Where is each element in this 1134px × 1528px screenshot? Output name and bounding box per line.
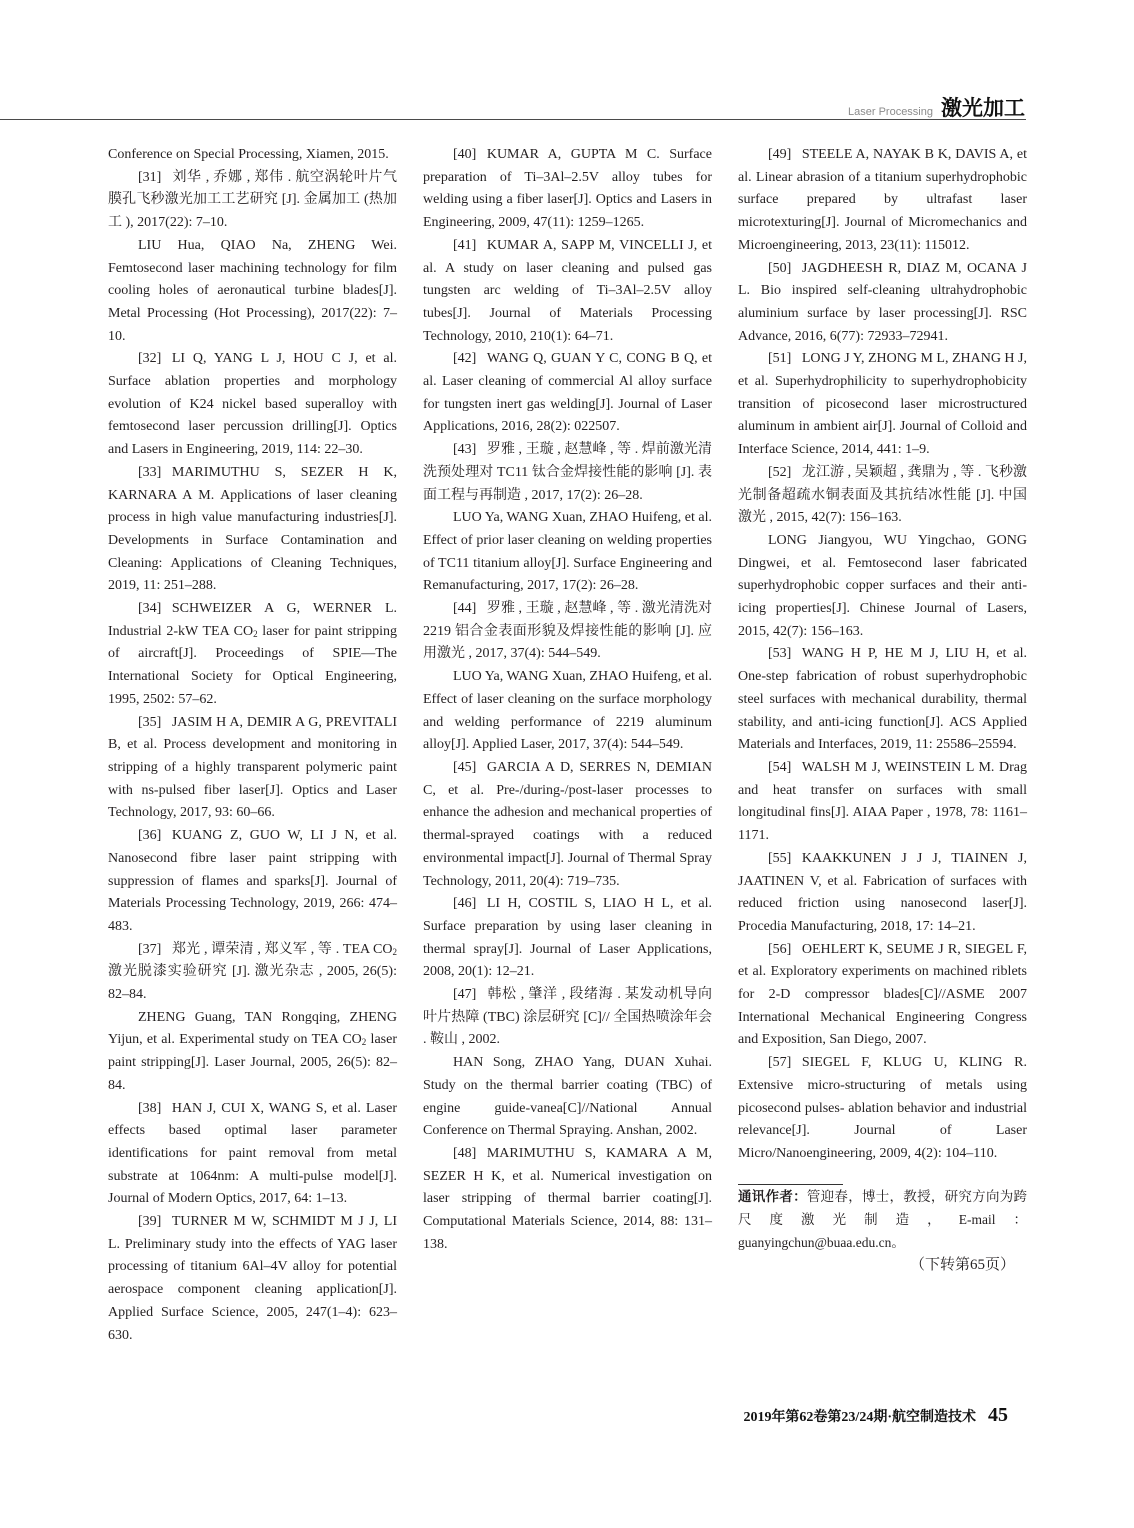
reference-entry — [423, 235, 712, 349]
reference-number: [52] — [768, 464, 792, 480]
reference-text: LIU Hua, QIAO Na, ZHENG Wei. Femtosecond laser machining technology for film cooling holes of aeronautical turbine blades[J]. Metal Processing (Hot Processing), 2017(22): 7–10. — [108, 237, 397, 344]
reference-text: LI Q, YANG L J, HOU C J, et al. Surface ablation properties and morphology evolution of K24 nickel based superalloy with femtosecond laser percussion drilling[J]. Optics and Lasers in Engineering, 2019, 114: 22–30. — [108, 351, 397, 458]
reference-column-3 — [738, 144, 1027, 1276]
reference-number: [46] — [453, 896, 477, 912]
reference-entry — [108, 1098, 397, 1212]
reference-text: HAN Song, ZHAO Yang, DUAN Xuhai. Study on the thermal barrier coating (TBC) of engine guide-vanea[C]//National Annual Conference on Thermal Spraying. Anshan, 2002. — [423, 1055, 712, 1139]
reference-text: 罗雅 , 王璇 , 赵慧峰 , 等 . 焊前激光清洗预处理对 TC11 钛合金焊接性能的影响 [J]. 表面工程与再制造 , 2017, 17(2): 26–28. — [423, 442, 712, 503]
reference-text: SIEGEL F, KLUG U, KLING R. Extensive micro-structuring of metals using picosecond pulses- ablation behavior and industrial relevance[J]. Journal of Laser Micro/Nanoengineering, 2009, 4(2): 104–110. — [738, 1055, 1027, 1161]
reference-entry — [423, 144, 712, 235]
reference-text: LONG J Y, ZHONG M L, ZHANG H J, et al. Superhydrophilicity to superhydrophobicity transition of picosecond laser microstructured aluminum in ambient air[J]. Journal of Colloid and Interface Science, 2014, 441: 1–9. — [738, 351, 1027, 458]
reference-number: [55] — [768, 850, 792, 866]
reference-text: WALSH M J, WEINSTEIN L M. Drag and heat transfer on surfaces with small longitudinal fins[J]. AIAA Paper , 1978, 78: 1161–1171. — [738, 759, 1027, 844]
corresponding-author-label: 通讯作者： — [738, 1188, 807, 1204]
reference-text: laser for paint stripping of aircraft[J]. Proceedings of SPIE—The International Society for Optical Engineering, 1995, 2502: 57–62. — [108, 623, 397, 707]
reference-text: KUMAR A, SAPP M, VINCELLI J, et al. A study on laser cleaning and pulsed gas tungsten arc welding of Ti–3Al–2.5V alloy tubes[J]. Journal of Materials Processing Technology, 2010, 210(1): 64–71. — [423, 237, 712, 344]
reference-entry — [738, 144, 1027, 258]
section-name-english: Laser Processing — [848, 106, 933, 118]
reference-number: [53] — [768, 646, 792, 662]
reference-text: STEELE A, NAYAK B K, DAVIS A, et al. Linear abrasion of a titanium superhydrophobic surface prepared by ultrafast laser microtexturing[J]. Journal of Micromechanics and Microengineering, 2013, 23(11): 115012. — [738, 147, 1027, 253]
reference-entry — [108, 825, 397, 939]
reference-number: [39] — [138, 1214, 162, 1230]
reference-number: [32] — [138, 351, 162, 367]
reference-text: LONG Jiangyou, WU Yingchao, GONG Dingwei, et al. Femtosecond laser fabricated superhydrophobic copper surfaces and their anti-icing properties[J]. Chinese Journal of Lasers, 2015, 42(7): 156–163. — [738, 532, 1027, 639]
reference-entry — [423, 439, 712, 507]
reference-entry — [738, 462, 1027, 530]
reference-entry — [108, 235, 397, 349]
reference-text: KAAKKUNEN J J J, TIAINEN J, JAATINEN V, et al. Fabrication of surfaces with reduced friction using nanosecond laser[J]. Procedia Manufacturing, 2018, 17: 14–21. — [738, 850, 1027, 934]
reference-entry — [423, 984, 712, 1052]
reference-entry — [738, 757, 1027, 848]
reference-list — [108, 167, 397, 1348]
reference-number: [51] — [768, 351, 792, 367]
reference-column-1 — [108, 144, 397, 1347]
reference-text: 激光脱漆实验研究 [J]. 激光杂志 , 2005, 26(5): 82–84. — [108, 964, 397, 1003]
reference-number: [35] — [138, 714, 162, 730]
reference-entry — [738, 939, 1027, 1053]
reference-text: LUO Ya, WANG Xuan, ZHAO Huifeng, et al. Effect of prior laser cleaning on welding properties of TC11 titanium alloy[J]. Surface Engineering and Remanufacturing, 2017, 17(2): 26–28. — [423, 510, 712, 594]
reference-entry — [738, 530, 1027, 644]
reference-text: MARIMUTHU S, KAMARA A M, SEZER H K, et al. Numerical investigation on laser stripping of thermal barrier coating[J]. Computational Materials Science, 2014, 88: 131–138. — [423, 1145, 712, 1252]
corresponding-author-text: 管迎春，博士，教授，研究方向为跨尺度激光制造，E-mail：guanyingchun@buaa.edu.cn。 — [738, 1188, 1027, 1250]
reference-entry — [108, 1211, 397, 1347]
continued-reference-text: Conference on Special Processing, Xiamen, 2015. — [108, 147, 389, 162]
reference-entry — [108, 348, 397, 462]
section-name-chinese: 激光加工 — [941, 96, 1025, 120]
reference-number: [56] — [768, 941, 792, 957]
page-number: 45 — [988, 1404, 1008, 1426]
reference-entry — [423, 1052, 712, 1143]
reference-number: [44] — [453, 601, 477, 617]
subscript: 2 — [392, 946, 397, 957]
reference-entry — [423, 507, 712, 598]
reference-entry — [423, 666, 712, 757]
reference-entry — [108, 939, 397, 1007]
reference-number: [49] — [768, 147, 792, 162]
reference-column-2 — [423, 144, 712, 1256]
reference-entry — [108, 598, 397, 712]
reference-entry — [108, 462, 397, 598]
reference-text: GARCIA A D, SERRES N, DEMIAN C, et al. Pre-/during-/post-laser processes to enhance the adhesion and mechanical properties of thermal-sprayed coatings with a reduced environmental impact[J]. Journal of Thermal Spray Technology, 2011, 20(4): 719–735. — [423, 759, 712, 889]
subscript: 2 — [253, 628, 258, 639]
reference-entry — [108, 1007, 397, 1098]
reference-number: [38] — [138, 1100, 162, 1116]
running-header — [848, 92, 1025, 122]
subscript: 2 — [361, 1037, 367, 1048]
reference-entry — [738, 258, 1027, 349]
reference-text: HAN J, CUI X, WANG S, et al. Laser effects based optimal laser parameter identifications for paint removal from metal substrate at 1064nm: A multi-pulse model[J]. Journal of Modern Optics, 2017, 64: 1–13. — [108, 1100, 397, 1207]
reference-number: [33] — [138, 464, 162, 480]
reference-number: [41] — [453, 237, 477, 253]
reference-text: 罗雅 , 王璇 , 赵慧峰 , 等 . 激光清洗对 2219 铝合金表面形貌及焊接性能的影响 [J]. 应用激光 , 2017, 37(4): 544–549. — [423, 601, 712, 662]
reference-text: 刘华 , 乔娜 , 郑伟 . 航空涡轮叶片气膜孔飞秒激光加工工艺研究 [J]. 金属加工 (热加工 ), 2017(22): 7–10. — [108, 169, 397, 231]
reference-number: [57] — [768, 1055, 792, 1071]
reference-text: JASIM H A, DEMIR A G, PREVITALI B, et al. Process development and monitoring in stripping of a highly transparent polymeric paint with ns-pulsed fiber laser[J]. Optics and Laser Technology, 2017, 93: 60–66. — [108, 714, 397, 821]
reference-entry — [738, 348, 1027, 462]
reference-text: JAGDHEESH R, DIAZ M, OCANA J L. Bio inspired self-cleaning ultrahydrophobic aluminium surface by laser processing[J]. RSC Advance, 2016, 6(77): 72933–72941. — [738, 260, 1027, 344]
reference-number: [45] — [453, 759, 477, 775]
reference-number: [36] — [138, 828, 162, 844]
reference-text: MARIMUTHU S, SEZER H K, KARNARA A M. Applications of laser cleaning process in high value manufacturing industries[J]. Developments in Surface Contamination and Cleaning: Applications of Cleaning Techniques, 2019, 11: 251–288. — [108, 464, 397, 594]
reference-number: [34] — [138, 601, 162, 617]
reference-text: SCHWEIZER A G, WERNER L. Industrial 2-kW TEA CO — [108, 601, 397, 639]
reference-entry — [108, 712, 397, 826]
reference-entry — [108, 167, 397, 235]
reference-number: [50] — [768, 260, 792, 276]
reference-entry — [423, 757, 712, 893]
reference-text: 韩松 , 肇洋 , 段绪海 . 某发动机导向叶片热障 (TBC) 涂层研究 [C]// 全国热喷涂年会 . 鞍山 , 2002. — [423, 987, 712, 1048]
reference-number: [31] — [138, 169, 162, 185]
corresponding-author-note — [738, 1185, 1027, 1254]
reference-text: WANG H P, HE M J, LIU H, et al. One-step fabrication of robust superhydrophobic steel surfaces with mechanical durability, thermal stability, and anti-icing function[J]. ACS Applied Materials and Interfaces, 2019, 11: 25586–25594. — [738, 646, 1027, 753]
reference-number: [42] — [453, 351, 477, 367]
journal-issue-info: 2019年第62卷第23/24期·航空制造技术 — [743, 1410, 976, 1425]
reference-number: [43] — [453, 442, 477, 458]
page-footer — [743, 1404, 1008, 1427]
reference-text: laser paint stripping[J]. Laser Journal, 2005, 26(5): 82–84. — [108, 1032, 397, 1093]
header-rule — [0, 119, 1026, 120]
reference-text: OEHLERT K, SEUME J R, SIEGEL F, et al. Exploratory experiments on machined riblets for 2-D compressor blades[C]//ASME 2007 International Mechanical Engineering Congress and Exposition, San Diego, 2007. — [738, 941, 1027, 1048]
reference-text: 龙江游 , 吴颖超 , 龚鼎为 , 等 . 飞秒激光制备超疏水铜表面及其抗结冰性能 [J]. 中国激光 , 2015, 42(7): 156–163. — [738, 464, 1027, 526]
reference-text: KUMAR A, GUPTA M C. Surface preparation of Ti–3Al–2.5V alloy tubes for welding using a fiber laser[J]. Optics and Lasers in Engineering, 2009, 47(11): 1259–1265. — [423, 147, 712, 231]
reference-text: ZHENG Guang, TAN Rongqing, ZHENG Yijun, et al. Experimental study on TEA CO — [108, 1009, 397, 1048]
reference-number: [54] — [768, 759, 792, 775]
reference-text: LUO Ya, WANG Xuan, ZHAO Huifeng, et al. Effect of laser cleaning on the surface morphology and welding performance of 2219 aluminum alloy[J]. Applied Laser, 2017, 37(4): 544–549. — [423, 669, 712, 753]
reference-text: LI H, COSTIL S, LIAO H L, et al. Surface preparation by using laser cleaning in thermal spray[J]. Journal of Laser Applications, 2008, 20(1): 12–21. — [423, 896, 712, 980]
reference-entry — [423, 893, 712, 984]
reference-entry — [423, 348, 712, 439]
reference-number: [47] — [453, 987, 477, 1003]
continued-on-page-note: （下转第65页） — [909, 1256, 1015, 1273]
reference-text: TURNER M W, SCHMIDT M J J, LI L. Preliminary study into the effects of YAG laser processing of titanium 6Al–4V alloy for potential aerospace component cleaning application[J]. Applied Surface Science, 2005, 247(1–4): 623–630. — [108, 1214, 397, 1343]
reference-entry — [738, 848, 1027, 939]
reference-number: [40] — [453, 147, 477, 162]
reference-entry — [423, 1143, 712, 1257]
reference-entry — [738, 1052, 1027, 1166]
reference-text: WANG Q, GUAN Y C, CONG B Q, et al. Laser cleaning of commercial Al alloy surface for tungsten inert gas welding[J]. Journal of Laser Applications, 2016, 28(2): 022507. — [423, 351, 712, 435]
reference-list — [423, 144, 712, 1256]
reference-number: [37] — [138, 941, 162, 957]
reference-entry — [423, 598, 712, 666]
reference-text: KUANG Z, GUO W, LI J N, et al. Nanosecond fibre laser paint stripping with suppression of flames and sparks[J]. Journal of Materials Processing Technology, 2019, 266: 474–483. — [108, 828, 397, 934]
reference-number: [48] — [453, 1145, 477, 1161]
reference-entry — [738, 643, 1027, 757]
reference-list — [738, 144, 1027, 1166]
reference-text: 郑光 , 谭荣清 , 郑义军 , 等 . TEA CO — [171, 941, 393, 957]
